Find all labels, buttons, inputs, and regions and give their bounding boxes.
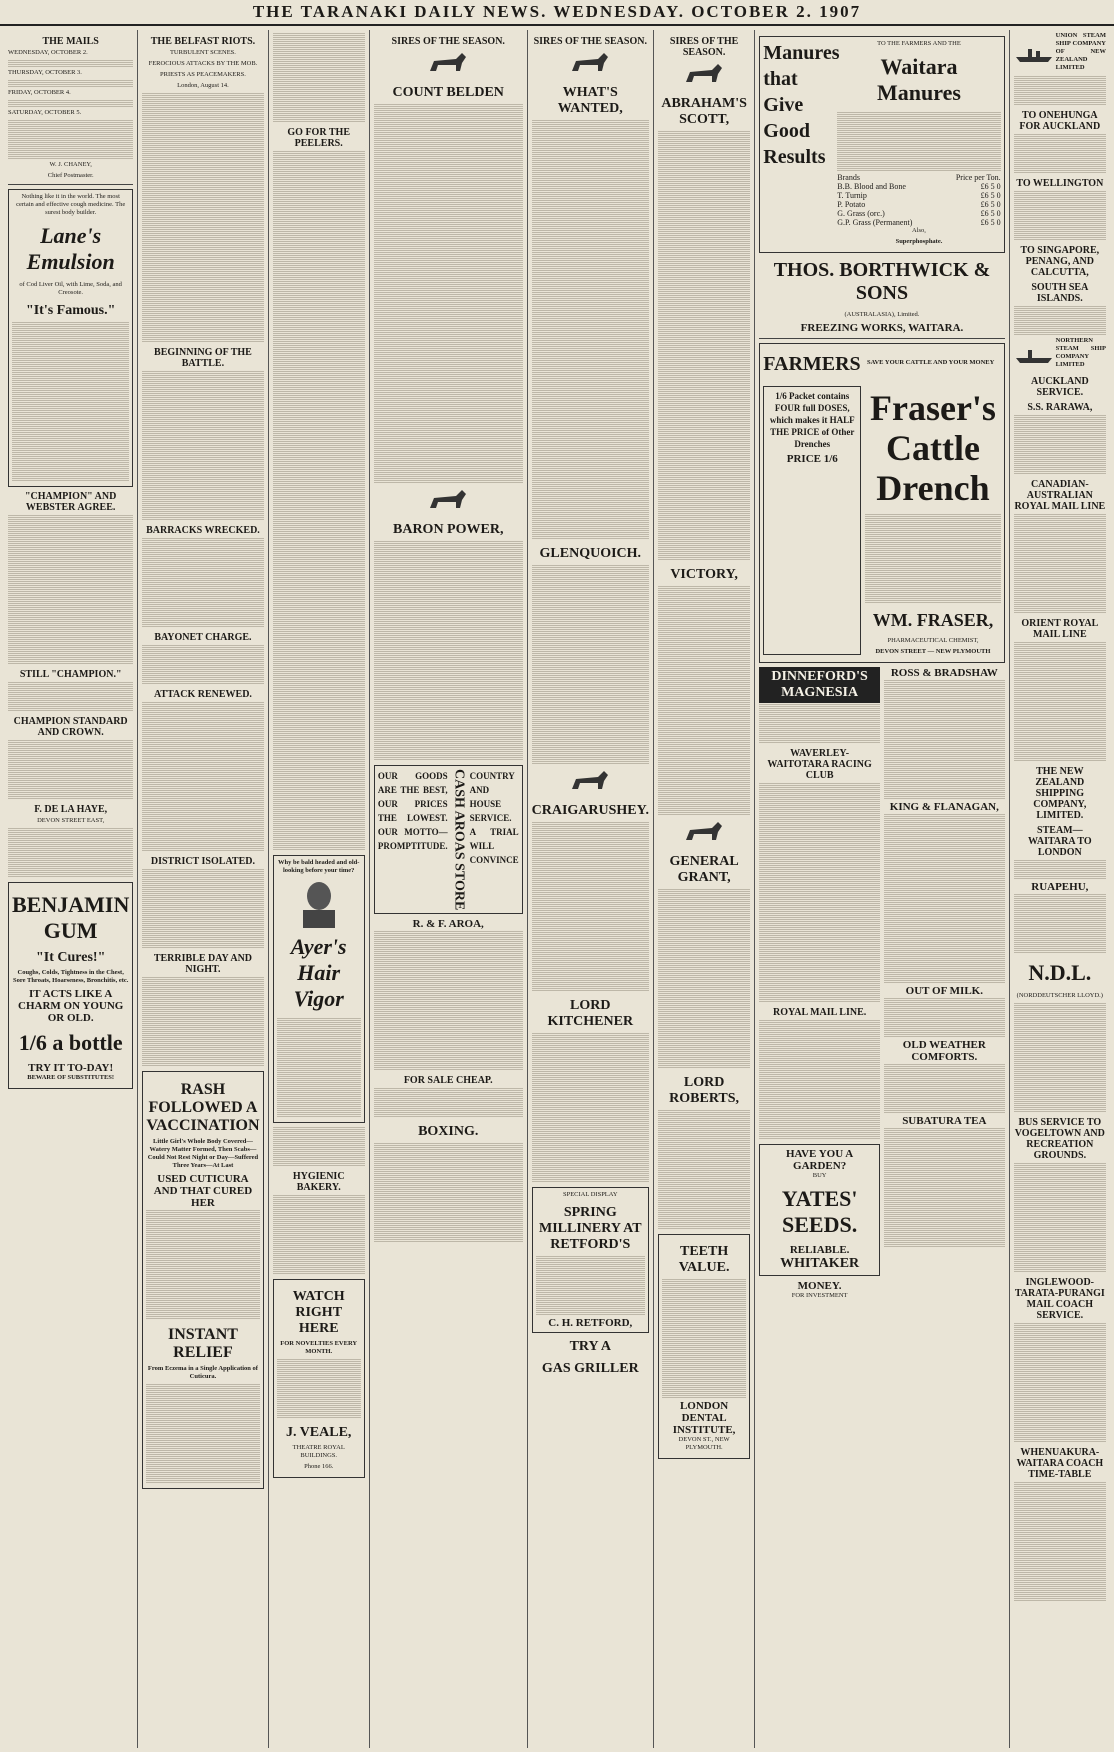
orient: ORIENT ROYAL MAIL LINE bbox=[1021, 618, 1099, 640]
list-item: G.P. Grass (Permanent) £6 5 0 bbox=[837, 218, 1001, 227]
lord-kitchener: LORD KITCHENER bbox=[547, 998, 634, 1029]
column-5 bbox=[528, 30, 654, 1748]
victory: VICTORY, bbox=[670, 567, 738, 582]
belfast-sub6: BAYONET CHARGE. bbox=[154, 632, 252, 643]
mails-line-2: THURSDAY, OCTOBER 3. bbox=[8, 69, 82, 76]
whats-wanted: WHAT'S WANTED, bbox=[557, 85, 623, 116]
sires-heading-5: SIRES OF THE SEASON. bbox=[533, 36, 647, 47]
list-item: P. Potato £6 5 0 bbox=[837, 200, 1001, 209]
mails-line-3: FRIDAY, OCTOBER 4. bbox=[8, 89, 71, 96]
fraser-name: WM. FRASER, bbox=[872, 610, 994, 630]
instant-relief: INSTANT RELIEF bbox=[167, 1326, 238, 1361]
special-display: SPECIAL DISPLAY bbox=[562, 1191, 618, 1198]
our-goods: OUR GOODS ARE THE BEST, OUR PRICES THE LOWEST. OUR MOTTO—PROMPTITUDE. bbox=[377, 771, 448, 851]
packet-info: 1/6 Packet contains FOUR full DOSES, which makes it HALF THE PRICE of Other Drenches bbox=[769, 391, 855, 449]
baron-power: BARON POWER, bbox=[393, 522, 504, 537]
out-of-milk: OUT OF MILK. bbox=[905, 985, 983, 997]
ship-icon bbox=[1014, 346, 1054, 364]
boxing: BOXING. bbox=[418, 1124, 479, 1140]
horse-icon bbox=[426, 49, 470, 79]
save-cattle: SAVE YOUR CATTLE AND YOUR MONEY bbox=[867, 359, 995, 366]
horse-icon bbox=[568, 49, 612, 79]
aroa-ad bbox=[374, 765, 523, 914]
northern: NORTHERN STEAM SHIP COMPANY LIMITED bbox=[1055, 337, 1106, 368]
borthwick-sub: (AUSTRALASIA), Limited. bbox=[844, 311, 920, 318]
dental-addr: DEVON ST., NEW PLYMOUTH. bbox=[678, 1436, 730, 1451]
mails-line-4: SATURDAY, OCTOBER 5. bbox=[8, 109, 82, 116]
to-farmers: TO THE FARMERS AND THE bbox=[877, 40, 961, 47]
cuticura-ad bbox=[142, 1071, 263, 1489]
retford-ad bbox=[532, 1187, 649, 1333]
whitaker: WHITAKER bbox=[780, 1256, 860, 1271]
freezing-works: FREEZING WORKS, WAITARA. bbox=[800, 322, 964, 334]
column-2 bbox=[138, 30, 268, 1748]
gas-griller: GAS GRILLER bbox=[541, 1361, 639, 1376]
benjamin-ad bbox=[8, 882, 133, 1089]
superphosphate: Superphosphate. bbox=[895, 238, 943, 245]
it-cures: "It Cures!" bbox=[36, 950, 106, 965]
inglewood: INGLEWOOD-TARATA-PURANGI MAIL COACH SERVICE. bbox=[1014, 1277, 1105, 1321]
mails-line-1: WEDNESDAY, OCTOBER 2. bbox=[8, 49, 88, 56]
instant-sub: From Eczema in a Single Application of Cuticura. bbox=[147, 1365, 258, 1380]
used-cuticura: USED CUTICURA AND THAT CURED HER bbox=[153, 1173, 253, 1209]
reliable: RELIABLE. bbox=[789, 1244, 850, 1256]
canadian: CANADIAN-AUSTRALIAN ROYAL MAIL LINE bbox=[1014, 479, 1106, 512]
columns bbox=[4, 30, 1110, 1748]
ship-icon bbox=[1014, 45, 1054, 63]
fraser-sub: PHARMACEUTICAL CHEMIST, bbox=[887, 637, 979, 644]
count-belden: COUNT BELDEN bbox=[392, 85, 504, 100]
rash-sub: Little Girl's Whole Body Covered—Watery Matter Formed, Then Scabs—Could Not Rest Night or Day—Suffered Three Years—At Last bbox=[147, 1138, 259, 1169]
aroa: R. & F. AROA, bbox=[412, 918, 484, 931]
column-4 bbox=[370, 30, 528, 1748]
belfast-sub5: BARRACKS WRECKED. bbox=[146, 525, 260, 536]
belfast-dateline: London, August 14. bbox=[177, 82, 229, 89]
watch: WATCH RIGHT HERE bbox=[292, 1289, 345, 1336]
ndl: N.D.L. bbox=[1028, 960, 1092, 985]
column-3 bbox=[269, 30, 370, 1748]
have-you: HAVE YOU A GARDEN? bbox=[785, 1148, 854, 1172]
king: KING & FLANAGAN, bbox=[889, 801, 999, 813]
horse-icon bbox=[682, 818, 726, 848]
ayers-title: Ayer's Hair Vigor bbox=[290, 934, 347, 1011]
bakery: HYGIENIC BAKERY. bbox=[292, 1171, 345, 1193]
belfast-heading: THE BELFAST RIOTS. bbox=[150, 36, 256, 47]
its-famous: "It's Famous." bbox=[25, 303, 116, 318]
barawa: S.S. RARAWA, bbox=[1027, 402, 1093, 413]
belfast-sub4: BEGINNING OF THE BATTLE. bbox=[154, 347, 252, 369]
belfast-sub2: FEROCIOUS ATTACKS BY THE MOB. bbox=[148, 60, 258, 67]
riapehu: RUAPEHU, bbox=[1031, 881, 1089, 893]
borthwick: THOS. BORTHWICK & SONS bbox=[773, 259, 991, 304]
horse-icon bbox=[426, 486, 470, 516]
masthead bbox=[0, 0, 1114, 26]
also: Also, bbox=[912, 227, 926, 234]
fraser-ad bbox=[759, 343, 1004, 663]
lanes-sub: of Cod Liver Oil, with Lime, Soda, and Creosote. bbox=[19, 281, 122, 296]
fraser-title: Fraser's Cattle Drench bbox=[869, 388, 996, 508]
south-sea: SOUTH SEA ISLANDS. bbox=[1031, 282, 1089, 304]
column-1 bbox=[4, 30, 138, 1748]
champion-line: CHAMPION STANDARD AND CROWN. bbox=[13, 716, 128, 738]
delahaye: F. DE LA HAYE, bbox=[34, 804, 108, 815]
lord-roberts: LORD ROBERTS, bbox=[669, 1075, 740, 1106]
brands-header bbox=[837, 173, 1000, 182]
whenuakura: WHENUAKURA-WAITARA COACH TIME-TABLE bbox=[1016, 1447, 1104, 1480]
belfast-sub8: DISTRICT ISOLATED. bbox=[150, 856, 255, 867]
beware: BEWARE OF SUBSTITUTES! bbox=[27, 1074, 115, 1081]
buy: BUY bbox=[812, 1172, 827, 1179]
retford: C. H. RETFORD, bbox=[548, 1317, 633, 1329]
old-weather: OLD WEATHER COMFORTS. bbox=[902, 1039, 986, 1063]
veale-ad bbox=[273, 1279, 365, 1478]
postmaster-title: Chief Postmaster. bbox=[47, 172, 94, 179]
invest: FOR INVESTMENT bbox=[791, 1292, 848, 1299]
price-label: Price per Ton. bbox=[955, 173, 1001, 182]
list-item: G. Grass (orc.) £6 5 0 bbox=[837, 209, 1001, 218]
craigarushey: CRAIGARUSHEY. bbox=[531, 803, 649, 818]
sires-heading-6: SIRES OF THE SEASON. bbox=[669, 36, 739, 58]
try-a: TRY A bbox=[569, 1339, 611, 1354]
ndl-sub: (NORDDEUTSCHER LLOYD.) bbox=[1016, 992, 1103, 999]
horse-icon bbox=[682, 60, 726, 90]
nothing-like: Nothing like it in the world. The most certain and effective cough medicine. The surest body builder. bbox=[16, 193, 126, 216]
belfast-sub1: TURBULENT SCENES. bbox=[169, 49, 236, 56]
postmaster: W. J. CHANEY, bbox=[49, 161, 92, 168]
general-grant: GENERAL GRANT, bbox=[669, 854, 739, 885]
abrahams-scott: ABRAHAM'S SCOTT, bbox=[661, 96, 747, 127]
ayers-ad bbox=[273, 855, 365, 1123]
lanes-ad bbox=[8, 189, 133, 487]
waverley: WAVERLEY-WAITOTARA RACING CLUB bbox=[767, 748, 872, 781]
singapore: TO SINGAPORE, PENANG, AND CALCUTTA, bbox=[1020, 245, 1100, 278]
benjamin-sub: Coughs, Colds, Tightness in the Chest, Sore Throats, Hoarseness, Bronchitis, etc. bbox=[12, 969, 129, 984]
list-item: B.B. Blood and Bone £6 5 0 bbox=[837, 182, 1001, 191]
delahaye-addr: DEVON STREET EAST, bbox=[37, 817, 105, 824]
try-it: TRY IT TO-DAY! bbox=[28, 1062, 114, 1074]
waitara-manures: Waitara Manures bbox=[877, 54, 961, 105]
belfast-sub7: ATTACK RENEWED. bbox=[153, 689, 252, 700]
country-service: COUNTRY AND HOUSE SERVICE. A TRIAL WILL CONVINCE bbox=[469, 771, 519, 865]
mails-heading: THE MAILS bbox=[42, 36, 99, 47]
packet-price: PRICE 1/6 bbox=[786, 453, 838, 465]
steam: STEAM—WAITARA TO LONDON bbox=[1028, 825, 1092, 858]
champion-heading: "CHAMPION" AND WEBSTER AGREE. bbox=[24, 491, 117, 513]
list-item: T. Turnip £6 5 0 bbox=[837, 191, 1001, 200]
auckland-service: AUCKLAND SERVICE. bbox=[1030, 376, 1089, 398]
glenquoich: GLENQUOICH. bbox=[539, 546, 642, 561]
store-name: CASH AROAS STORE bbox=[451, 769, 467, 911]
rash-title: RASH FOLLOWED A VACCINATION bbox=[146, 1081, 260, 1134]
portrait-icon bbox=[289, 878, 349, 928]
column-7 bbox=[755, 30, 1009, 1748]
ayers-lead: Why be bald headed and old-looking before your time? bbox=[277, 859, 360, 874]
benjamin-title: BENJAMIN GUM bbox=[12, 892, 130, 943]
wellington: TO WELLINGTON bbox=[1016, 178, 1104, 189]
london-dental: LONDON DENTAL INSTITUTE, bbox=[672, 1400, 736, 1436]
ross: ROSS & BRADSHAW bbox=[890, 667, 998, 679]
still-champion: STILL "CHAMPION." bbox=[19, 669, 122, 680]
column-6 bbox=[654, 30, 755, 1748]
nz-shipping: THE NEW ZEALAND SHIPPING COMPANY, LIMITED. bbox=[1033, 766, 1087, 821]
spring-millinery: SPRING MILLINERY AT RETFORD'S bbox=[538, 1205, 642, 1252]
brands-label: Brands bbox=[837, 173, 860, 182]
brands-list bbox=[837, 182, 1000, 227]
peelers-heading: GO FOR THE PEELERS. bbox=[287, 127, 350, 149]
onehunga: TO ONEHUNGA FOR AUCKLAND bbox=[1019, 110, 1101, 132]
veale: J. VEALE, bbox=[285, 1425, 352, 1440]
for-sale: FOR SALE CHEAP. bbox=[403, 1075, 493, 1087]
farmers: FARMERS bbox=[763, 353, 861, 375]
union-steam: UNION STEAM SHIP COMPANY OF NEW ZEALAND LIMITED bbox=[1055, 32, 1106, 71]
masthead-title: THE TARANAKI DAILY NEWS. WEDNESDAY. OCTOBER 2. 1907 bbox=[252, 2, 862, 21]
novelties: FOR NOVELTIES EVERY MONTH. bbox=[280, 1340, 358, 1355]
dental-ad bbox=[658, 1234, 750, 1459]
subatura: SUBATURA TEA bbox=[902, 1115, 987, 1127]
sires-heading-4: SIRES OF THE SEASON. bbox=[391, 36, 505, 47]
belfast-sub3: PRIESTS AS PEACEMAKERS. bbox=[160, 71, 246, 78]
dinneford: DINNEFORD'S MAGNESIA bbox=[759, 667, 880, 703]
manures-left: Manures that Give Good Results bbox=[763, 42, 840, 168]
horse-icon bbox=[568, 767, 612, 797]
teeth-value: TEETH VALUE. bbox=[678, 1244, 730, 1275]
veale-phone: Phone 166. bbox=[304, 1463, 334, 1470]
belfast-sub9: TERRIBLE DAY AND NIGHT. bbox=[153, 953, 253, 975]
lanes-title: Lane's Emulsion bbox=[26, 223, 115, 274]
manures-ad bbox=[759, 36, 1004, 253]
veale-sub: THEATRE ROYAL BUILDINGS. bbox=[292, 1444, 345, 1459]
money: MONEY. bbox=[797, 1280, 842, 1292]
fraser-addr: DEVON STREET — NEW PLYMOUTH bbox=[875, 648, 991, 655]
bus: BUS SERVICE TO VOGELTOWN AND RECREATION GROUNDS. bbox=[1014, 1117, 1105, 1161]
column-8 bbox=[1010, 30, 1110, 1748]
yates: YATES' SEEDS. bbox=[781, 1186, 858, 1237]
benjamin-price: 1/6 a bottle bbox=[18, 1030, 123, 1055]
royal-mail: ROYAL MAIL LINE. bbox=[772, 1007, 867, 1018]
charm: IT ACTS LIKE A CHARM ON YOUNG OR OLD. bbox=[18, 988, 124, 1024]
